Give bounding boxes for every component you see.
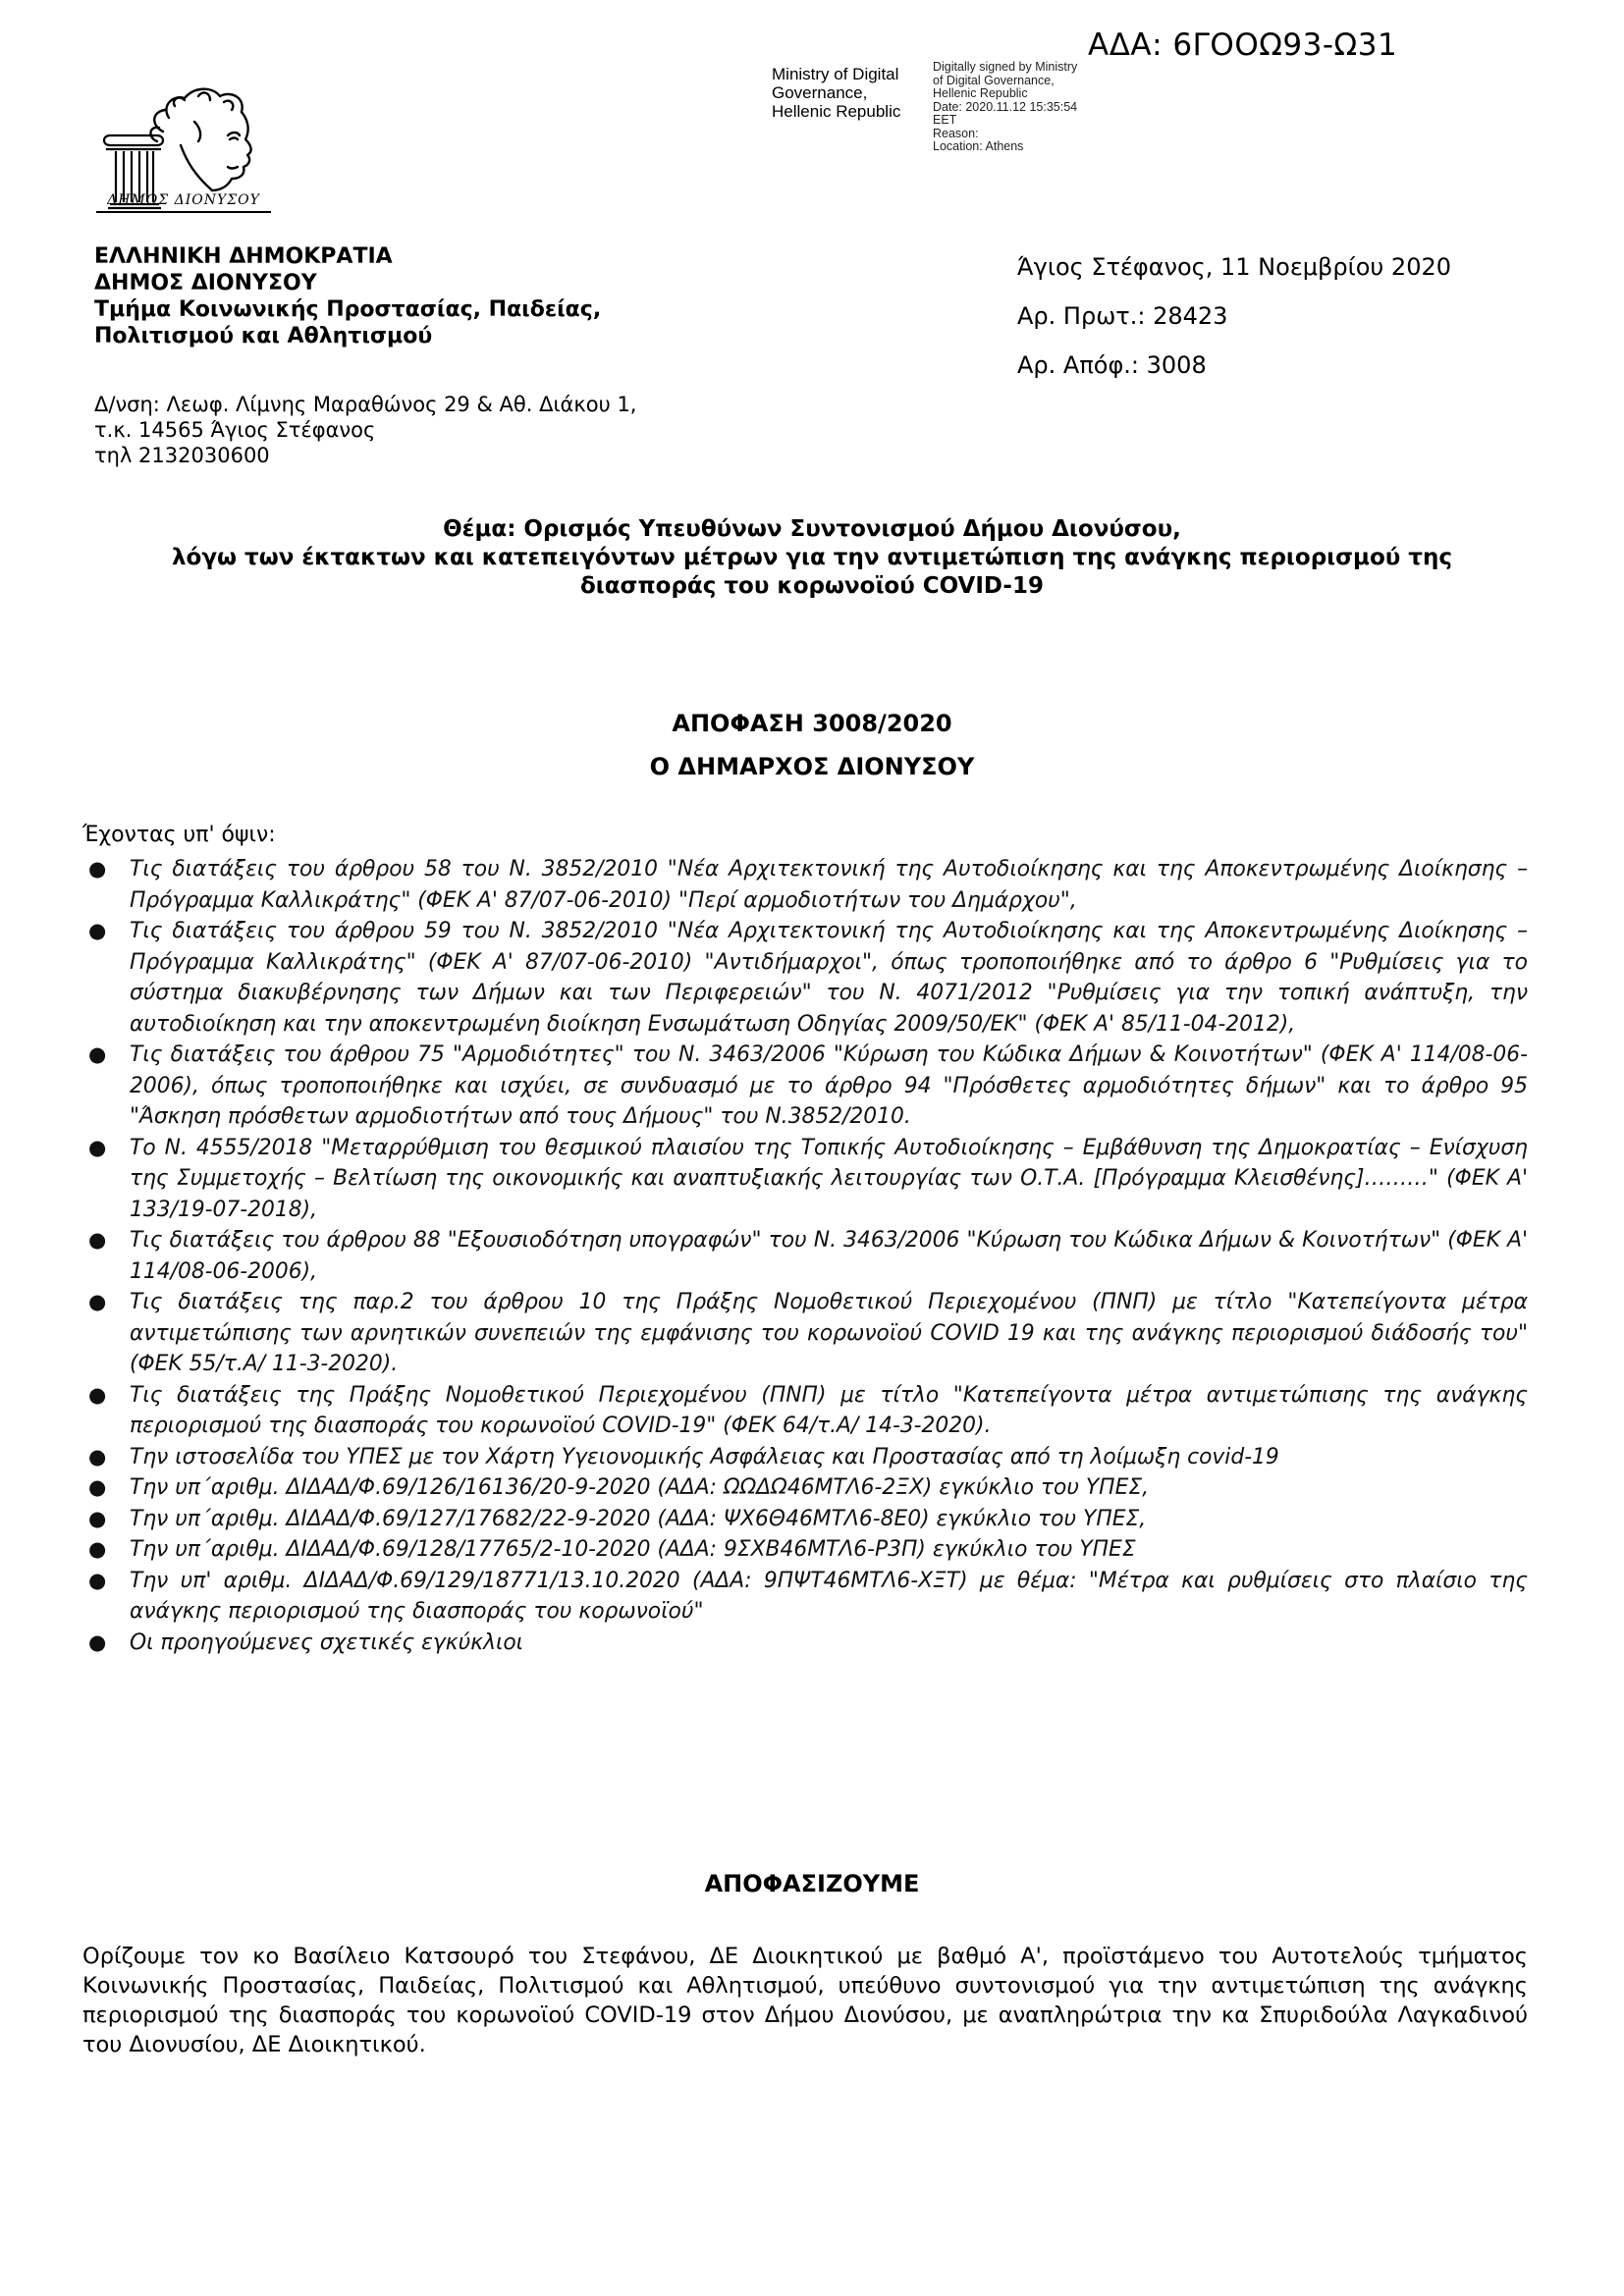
list-item bbox=[82, 1504, 1528, 1535]
list-item bbox=[82, 1472, 1528, 1504]
considering-intro: Έχοντας υπ' όψιν: bbox=[82, 823, 276, 847]
list-item-text: Την υπ΄αριθμ. ΔΙΔΑΔ/Φ.69/128/17765/2-10-2020 (ΑΔΑ: 9ΣΧΒ46ΜΤΛ6-Ρ3Π) εγκύκλιο του ΥΠΕΣ bbox=[130, 1537, 1136, 1562]
subject-line: λόγω των έκτακτων και κατεπειγόντων μέτρων για την αντιμετώπιση της ανάγκης περιορισμού της bbox=[172, 545, 1452, 570]
list-item-text: Τις διατάξεις του άρθρου 75 "Αρμοδιότητες" του Ν. 3463/2006 "Κύρωση του Κώδικα Δήμων & Κοινοτήτων" (ΦΕΚ Α' 114/08-06-2006), όπως τροποποιήθηκε και ισχύει, σε συνδυασμό με το άρθρο 94 "Πρόσθετες αρμοδιότητες δήμων" και το άρθρο 95 "Άσκηση πρόσθετων αρμοδιοτήτων από τους Δήμους" του Ν.3852/2010. bbox=[130, 1042, 1528, 1129]
issuer-line: Τμήμα Κοινωνικής Προστασίας, Παιδείας, bbox=[94, 297, 602, 322]
signature-line: of Digital Governance, bbox=[933, 73, 1055, 87]
ministry-line: Governance, bbox=[772, 83, 868, 102]
bullet-icon: ● bbox=[88, 1537, 107, 1561]
considering-list bbox=[82, 854, 1528, 1658]
address-line: τ.κ. 14565 Άγιος Στέφανος bbox=[94, 418, 376, 442]
signature-line: Location: Athens bbox=[933, 139, 1024, 153]
subject-line: διασποράς του κορωνοϊού COVID-19 bbox=[579, 573, 1044, 599]
address-line: Δ/νση: Λεωφ. Λίμνης Μαραθώνος 29 & Αθ. Διάκου 1, bbox=[94, 393, 637, 416]
list-item-text: Τις διατάξεις της Πράξης Νομοθετικού Περιεχομένου (ΠΝΠ) με τίτλο "Κατεπείγοντα μέτρα αντιμετώπισης της ανάγκης περιορισμού της διασποράς του κορωνοϊού COVID-19" (ΦΕΚ 64/τ.Α/ 14-3-2020). bbox=[130, 1382, 1528, 1438]
list-item-text: Την υπ΄αριθμ. ΔΙΔΑΔ/Φ.69/126/16136/20-9-2020 (ΑΔΑ: ΩΩΔΩ46ΜΤΛ6-2ΞΧ) εγκύκλιο του ΥΠΕΣ, bbox=[130, 1475, 1150, 1500]
document-meta bbox=[1017, 242, 1528, 390]
subject-line: Θέμα: Ορισμός Υπευθύνων Συντονισμού Δήμου Διονύσου, bbox=[443, 516, 1181, 542]
list-item bbox=[82, 1133, 1528, 1226]
bullet-icon: ● bbox=[88, 1629, 107, 1654]
issuer-line: ΔΗΜΟΣ ΔΙΟΝΥΣΟΥ bbox=[94, 271, 317, 295]
decision-title: ΑΠΟΦΑΣΗ 3008/2020 bbox=[672, 710, 952, 737]
list-item bbox=[82, 1534, 1528, 1566]
list-item bbox=[82, 916, 1528, 1040]
list-item-text: Την υπ' αριθμ. ΔΙΔΑΔ/Φ.69/129/18771/13.10.2020 (ΑΔΑ: 9ΠΨΤ46ΜΤΛ6-ΧΞΤ) με θέμα: "Μέτρα και ρυθμίσεις στο πλαίσιο της ανάγκης περιορισμού της διασποράς του κορωνοϊού" bbox=[130, 1568, 1528, 1624]
decide-body: Ορίζουμε τον κο Βασίλειο Κατσουρό του Στεφάνου, ΔΕ Διοικητικού με βαθμό Α', προϊστάμενο του Αυτοτελούς τμήματος Κοινωνικής Προστασίας, Παιδείας, Πολιτισμού και Αθλητισμού, υπεύθυνο συντονισμού για την αντιμετώπιση της ανάγκης περιορισμού της διασποράς του κορωνοϊού COVID-19 στον Δήμου Διονύσου, με αναπληρώτρια την κα Σπυριδούλα Λαγκαδινού του Διονυσίου, ΔΕ Διοικητικού. bbox=[82, 1944, 1528, 2057]
list-item-text: Την ιστοσελίδα του ΥΠΕΣ με τον Χάρτη Υγειονομικής Ασφάλειας και Προστασίας από τη λοίμωξη covid-19 bbox=[130, 1444, 1279, 1469]
bullet-icon: ● bbox=[88, 1475, 107, 1499]
digital-signature bbox=[933, 61, 1100, 154]
list-item-text: Τις διατάξεις του άρθρου 59 του Ν. 3852/2010 "Νέα Αρχιτεκτονική της Αυτοδιοίκησης και της Αποκεντρωμένης Διοίκησης – Πρόγραμμα Καλλικράτης" (ΦΕΚ Α' 87/07-06-2010) "Αντιδήμαρχοι", όπως τροποποιήθηκε από το άρθρο 6 "Ρυθμίσεις για το σύστημα διακυβέρνησης των Δήμων και των Περιφερειών" του Ν. 4071/2012 "Ρυθμίσεις για την τοπική ανάπτυξη, την αυτοδιοίκηση και την αποκεντρωμένη διοίκηση Ενσωμάτωση Οδηγίας 2009/50/ΕΚ" (ΦΕΚ Α' 85/11-04-2012), bbox=[130, 919, 1528, 1037]
bullet-icon: ● bbox=[88, 1506, 107, 1530]
address-block bbox=[94, 392, 742, 468]
issuer-line: ΕΛΛΗΝΙΚΗ ΔΗΜΟΚΡΑΤΙΑ bbox=[94, 244, 393, 269]
signer-ministry bbox=[772, 65, 929, 121]
list-item bbox=[82, 1040, 1528, 1133]
bullet-icon: ● bbox=[88, 1135, 107, 1159]
signature-line: Digitally signed by Ministry bbox=[933, 60, 1078, 74]
address-line: τηλ 2132030600 bbox=[94, 444, 270, 467]
list-item bbox=[82, 1287, 1528, 1380]
signature-line: Reason: bbox=[933, 126, 979, 140]
protocol-number: Αρ. Πρωτ.: 28423 bbox=[1017, 302, 1228, 330]
bullet-icon: ● bbox=[88, 919, 107, 942]
bullet-icon: ● bbox=[88, 1444, 107, 1468]
list-item-text: Τις διατάξεις του άρθρου 58 του Ν. 3852/2010 "Νέα Αρχιτεκτονική της Αυτοδιοίκησης και της Αποκεντρωμένης Διοίκησης – Πρόγραμμα Καλλικράτης" (ΦΕΚ Α' 87/07-06-2010) "Περί αρμοδιοτήτων του Δημάρχου", bbox=[130, 857, 1528, 913]
bullet-icon: ● bbox=[88, 1228, 107, 1252]
decision-number: Αρ. Απόφ.: 3008 bbox=[1017, 351, 1207, 379]
decision-heading bbox=[94, 702, 1530, 788]
bullet-icon: ● bbox=[88, 1042, 107, 1066]
list-item-text: Τις διατάξεις του άρθρου 88 "Εξουσιοδότηση υπογραφών" του Ν. 3463/2006 "Κύρωση του Κώδικα Δήμων & Κοινοτήτων" (ΦΕΚ Α' 114/08-06-2006), bbox=[130, 1228, 1528, 1284]
list-item bbox=[82, 854, 1528, 916]
decide-heading: ΑΠΟΦΑΣΙΖΟΥΜΕ bbox=[704, 1870, 920, 1897]
list-item bbox=[82, 1225, 1528, 1287]
list-item bbox=[82, 1566, 1528, 1628]
signature-line: Date: 2020.11.12 15:35:54 bbox=[933, 99, 1078, 114]
mayor-title: Ο ΔΗΜΑΡΧΟΣ ΔΙΟΝΥΣΟΥ bbox=[649, 753, 975, 780]
list-item-text: Οι προηγούμενες σχετικές εγκύκλιοι bbox=[130, 1629, 524, 1655]
signature-line: Hellenic Republic bbox=[933, 86, 1028, 100]
issuer-block bbox=[94, 243, 703, 349]
list-item-text: Το Ν. 4555/2018 "Μεταρρύθμιση του θεσμικού πλαισίου της Τοπικής Αυτοδιοίκησης – Εμβάθυνση της Δημοκρατίας – Ενίσχυση της Συμμετοχής – Βελτίωση της οικονομικής και αναπτυξιακής λειτουργίας των Ο.Τ.Α. [Πρόγραμμα Κλεισθένης]………" (ΦΕΚ Α' 133/19-07-2018), bbox=[130, 1135, 1528, 1222]
ministry-line: Ministry of Digital bbox=[772, 65, 899, 83]
signature-line: EET bbox=[933, 113, 957, 127]
subject bbox=[94, 515, 1530, 601]
list-item bbox=[82, 1628, 1528, 1659]
bullet-icon: ● bbox=[88, 1568, 107, 1592]
ministry-line: Hellenic Republic bbox=[772, 102, 901, 121]
bullet-icon: ● bbox=[88, 1290, 107, 1313]
issuer-line: Πολιτισμού και Αθλητισμού bbox=[94, 324, 433, 348]
ada-code: ΑΔΑ: 6ΓΟΟΩ93-Ω31 bbox=[1088, 27, 1398, 63]
list-item bbox=[82, 1380, 1528, 1442]
bullet-icon: ● bbox=[88, 857, 107, 881]
list-item-text: Τις διατάξεις της παρ.2 του άρθρου 10 της Πράξης Νομοθετικού Περιεχομένου (ΠΝΠ) με τίτλο "Κατεπείγοντα μέτρα αντιμετώπισης των αρνητικών συνεπειών της εμφάνισης του κορωνοϊού COVID 19 και της ανάγκης περιορισμού διάδοσής του" (ΦΕΚ 55/τ.Α/ 11-3-2020). bbox=[130, 1290, 1528, 1376]
place-date: Άγιος Στέφανος, 11 Νοεμβρίου 2020 bbox=[1017, 253, 1452, 281]
bullet-icon: ● bbox=[88, 1382, 107, 1407]
list-item bbox=[82, 1442, 1528, 1473]
logo-caption: ΔΗΜΟΣ ΔΙΟΝΥΣΟΥ bbox=[107, 192, 260, 208]
list-item-text: Την υπ΄αριθμ. ΔΙΔΑΔ/Φ.69/127/17682/22-9-2020 (ΑΔΑ: ΨΧ6Θ46ΜΤΛ6-8Ε0) εγκύκλιο του ΥΠΕΣ, bbox=[130, 1506, 1147, 1531]
